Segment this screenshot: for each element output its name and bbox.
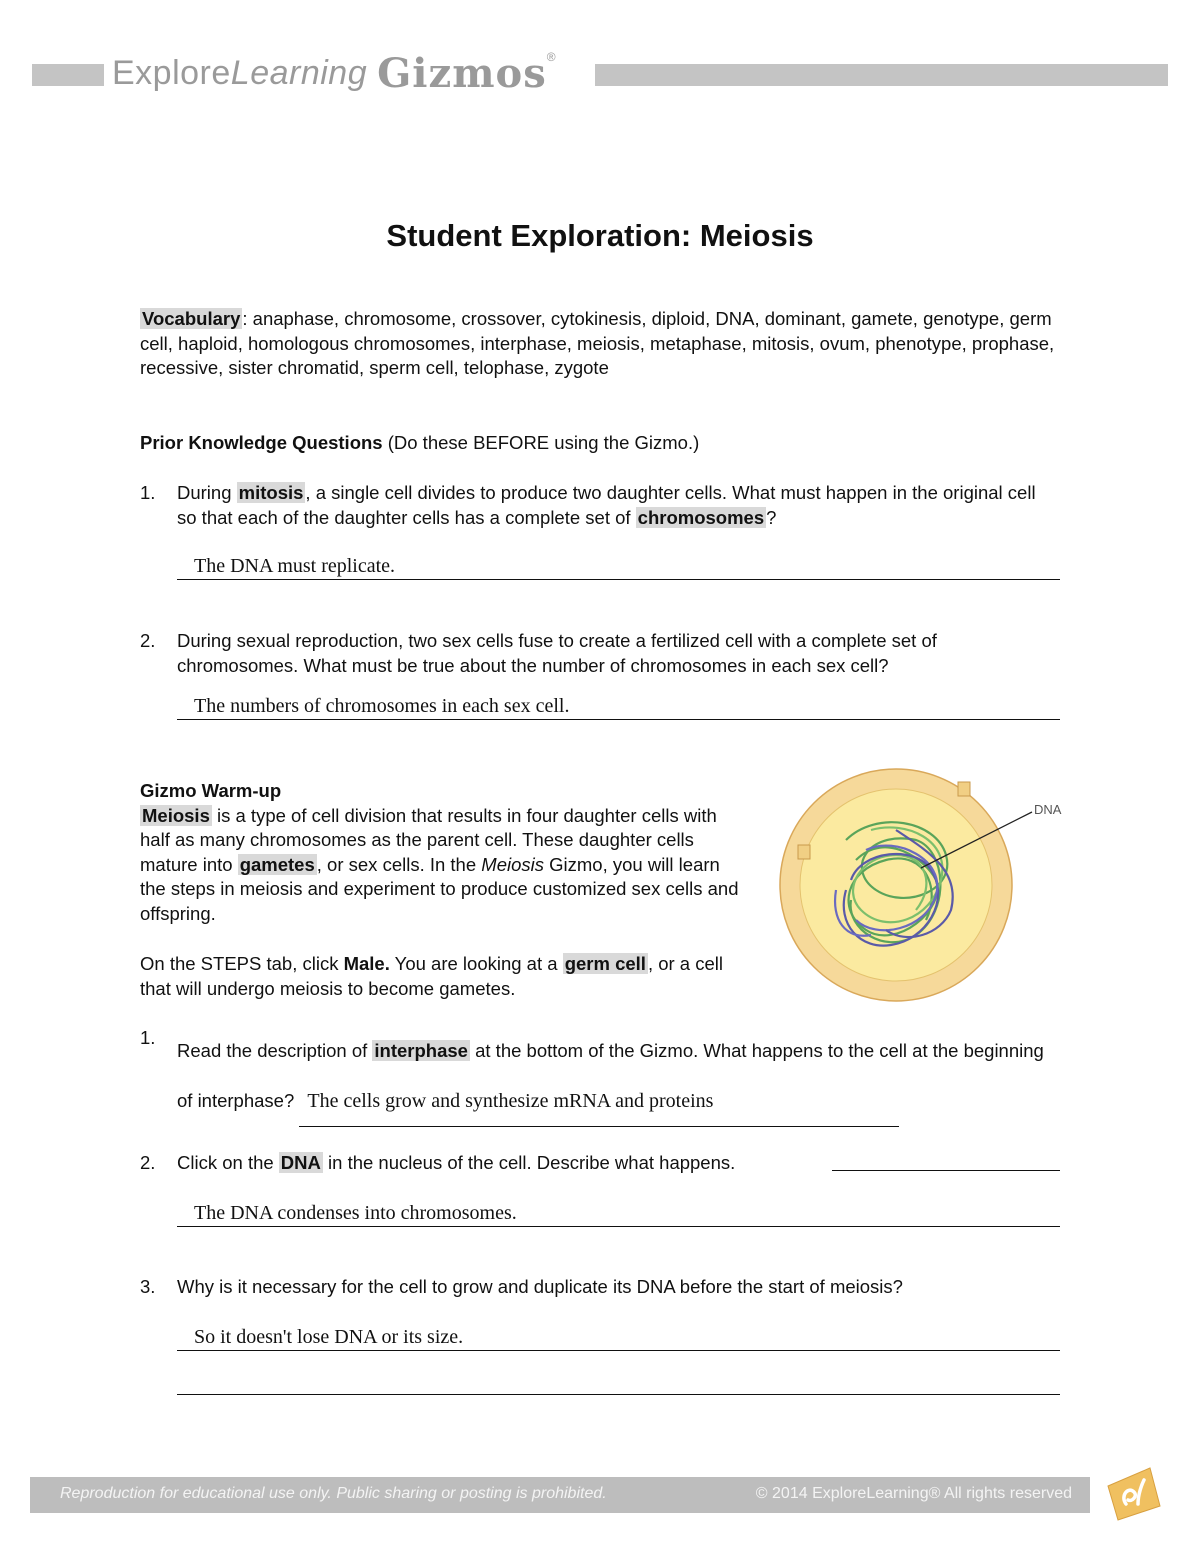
- brand-learning: Learning: [230, 54, 368, 92]
- question-text: , a single cell divides to produce two daughter cells. What must happen in the original cell so that each of the daughter cells has a complete set of: [177, 482, 1036, 528]
- gizmo-name: Meiosis: [481, 853, 544, 875]
- page-title: Student Exploration: Meiosis: [386, 218, 814, 253]
- answer-line-warmup-1[interactable]: [299, 1076, 899, 1127]
- vocabulary-list: : anaphase, chromosome, crossover, cytokinesis, diploid, DNA, dominant, gamete, genotype, germ cell, haploid, homologous chromosomes, interphase, meiosis, metaphase, mitosis, ovum, phenotype, prophase, recessive, sister chromatid, sperm cell, telophase, zygote: [140, 308, 1055, 378]
- brand-reg: ®: [546, 50, 556, 64]
- dna-label: DNA: [1034, 802, 1062, 817]
- warmup-section: [140, 779, 740, 1001]
- page-footer: [30, 1477, 1090, 1513]
- prior-heading: Prior Knowledge Questions: [140, 432, 383, 453]
- question-number: 1.: [140, 482, 156, 503]
- warmup-question-3: [140, 1275, 1060, 1300]
- paragraph-text: is a type of cell division that results in four daughter cells with half as many chromosomes as the parent cell. These daughter cells mature into: [140, 804, 717, 875]
- brand-explore: Explore: [112, 54, 231, 92]
- brand-logo: [112, 50, 556, 100]
- answer-line-prior-2[interactable]: [177, 693, 1060, 720]
- keyword-dna: DNA: [280, 1152, 321, 1173]
- keyword-interphase: interphase: [374, 1040, 468, 1061]
- question-text: Click on the: [177, 1152, 279, 1173]
- question-text: Why is it necessary for the cell to grow and duplicate its DNA before the start of meiosis?: [177, 1276, 903, 1297]
- question-text: Read the description of: [177, 1040, 373, 1061]
- paragraph-text: On the STEPS tab, click: [140, 953, 344, 974]
- vocabulary-paragraph: [140, 307, 1060, 381]
- keyword-germ-cell: germ cell: [564, 953, 646, 974]
- warmup-paragraph-2: [140, 952, 740, 1001]
- centriole-icon: [798, 845, 810, 859]
- paragraph-text: , or sex cells. In the: [316, 853, 482, 875]
- germ-cell-illustration: [776, 760, 1076, 1010]
- answer-text: The DNA condenses into chromosomes.: [194, 1202, 517, 1224]
- header-bar-right: [595, 64, 1168, 86]
- answer-line-prior-1[interactable]: [177, 553, 1060, 580]
- answer-line-warmup-3[interactable]: [177, 1324, 1060, 1351]
- paragraph-text: , or a cell that will undergo meiosis to become gametes.: [140, 953, 723, 999]
- question-number: 2.: [140, 630, 156, 651]
- question-text: During: [177, 482, 237, 503]
- page-header: [0, 50, 1200, 110]
- question-number: 2.: [140, 1152, 156, 1173]
- keyword-male: Male.: [343, 953, 390, 974]
- warmup-question-2: [140, 1151, 1060, 1176]
- answer-text: The DNA must replicate.: [194, 555, 396, 577]
- keyword-chromosomes: chromosomes: [637, 506, 765, 528]
- answer-text: The numbers of chromosomes in each sex cell.: [194, 695, 570, 717]
- footer-disclaimer: Reproduction for educational use only. Public sharing or posting is prohibited.: [60, 1485, 607, 1502]
- keyword-meiosis: Meiosis: [142, 804, 210, 826]
- brand-gizmos: Gizmos: [377, 50, 547, 97]
- prior-question-1: [140, 481, 1060, 530]
- answer-text: So it doesn't lose DNA or its size.: [194, 1326, 464, 1348]
- keyword-mitosis: mitosis: [238, 482, 304, 503]
- vocabulary-label: Vocabulary: [142, 308, 241, 329]
- explorelearning-logo-icon: [1098, 1456, 1168, 1526]
- warmup-heading: Gizmo Warm-up: [140, 780, 282, 801]
- question-text: ?: [766, 506, 777, 528]
- footer-copyright: © 2014 ExploreLearning® All rights reserved: [755, 1485, 1072, 1502]
- answer-line-warmup-2-short[interactable]: [832, 1170, 1060, 1171]
- question-text: at the bottom of the Gizmo. What happens to the cell at the beginning of interphase?: [177, 1040, 1044, 1111]
- paragraph-text: Gizmo, you will learn the steps in meiosis and experiment to produce customized sex cells and offspring.: [140, 853, 739, 924]
- header-bar-left: [32, 64, 104, 86]
- warmup-paragraph-1: [140, 804, 740, 927]
- answer-line-warmup-2[interactable]: [177, 1200, 1060, 1227]
- prior-knowledge-heading: [140, 431, 1060, 456]
- answer-text: The cells grow and synthesize mRNA and proteins: [307, 1090, 714, 1112]
- centriole-icon: [958, 782, 970, 796]
- warmup-question-1: [140, 1026, 1060, 1127]
- answer-line-warmup-3-extra[interactable]: [177, 1368, 1060, 1395]
- question-text: in the nucleus of the cell. Describe what happens.: [322, 1152, 736, 1173]
- paragraph-text: You are looking at a: [389, 953, 563, 974]
- prior-question-2: [140, 629, 1060, 678]
- cell-nucleus: [800, 789, 992, 981]
- question-text: During sexual reproduction, two sex cells fuse to create a fertilized cell with a complete set of chromosomes. What must be true about the number of chromosomes in each sex cell?: [177, 630, 937, 676]
- question-number: 1.: [140, 1027, 156, 1048]
- prior-note: (Do these BEFORE using the Gizmo.): [382, 432, 700, 453]
- keyword-gametes: gametes: [239, 853, 315, 875]
- question-number: 3.: [140, 1276, 156, 1297]
